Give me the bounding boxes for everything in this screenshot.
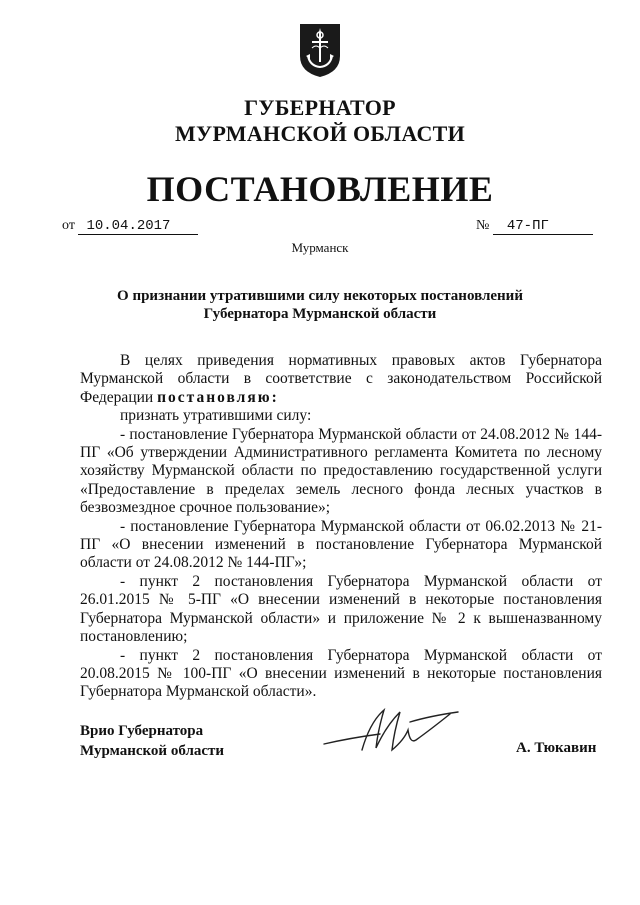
issuer-title: ГУБЕРНАТОР — [244, 95, 396, 120]
signatory-name: А. Тюкавин — [516, 740, 597, 756]
body-paragraph: - постановление Губернатора Мурманской области от 24.08.2012 № 144-ПГ «Об утверждении Административного регламента Комитета по лесному хозяйству Мурманской области по предоставлению государственной услуги «Предоставление в пределах земель лесного фонда лесных участков в безвозмездное срочное пользование»; — [80, 425, 602, 517]
signatory-title-line: Мурманской области — [80, 743, 225, 759]
body-paragraph: - пункт 2 постановления Губернатора Мурманской области от 20.08.2015 № 100-ПГ «О внесении изменений в некоторые постановления Губернатора Мурманской области». — [80, 646, 602, 701]
signatory-position — [80, 721, 224, 761]
preamble-text: В целях приведения нормативных правовых актов Губернатора Мурманской области в соответствие с законодательством Российской Федерации — [80, 352, 602, 406]
number-value: 47-ПГ — [493, 218, 593, 235]
body-paragraph: - пункт 2 постановления Губернатора Мурманской области от 26.01.2015 № 5-ПГ «О внесении изменений в некоторые постановления Губернатора Мурманской области» и приложение № 2 к вышеназванному постановлению; — [80, 572, 602, 646]
document-subject — [100, 287, 540, 323]
subject-line: О признании утратившими силу некоторых постановлений — [117, 288, 523, 304]
body-paragraph: - постановление Губернатора Мурманской области от 06.02.2013 № 21-ПГ «О внесении изменений в постановление Губернатора Мурманской области от 24.08.2012 № 144-ПГ»; — [80, 517, 602, 572]
date-value: 10.04.2017 — [78, 218, 198, 235]
number-prefix: № — [476, 218, 490, 233]
document-date — [62, 218, 198, 235]
document-number — [476, 218, 593, 235]
subject-line: Губернатора Мурманской области — [203, 306, 437, 322]
date-prefix: от — [62, 218, 75, 233]
document-body — [80, 352, 602, 702]
issuer-region: МУРМАНСКОЙ ОБЛАСТИ — [174, 121, 466, 146]
resolve-word: постановляю: — [157, 388, 279, 406]
body-paragraph: признать утратившими силу: — [120, 407, 312, 425]
body-paragraph — [80, 352, 602, 407]
handwritten-signature — [320, 700, 470, 760]
city: Мурманск — [291, 240, 349, 255]
signatory-title-line: Врио Губернатора — [80, 723, 204, 739]
document-type: ПОСТАНОВЛЕНИЕ — [146, 169, 494, 209]
coat-of-arms-icon — [298, 22, 342, 78]
